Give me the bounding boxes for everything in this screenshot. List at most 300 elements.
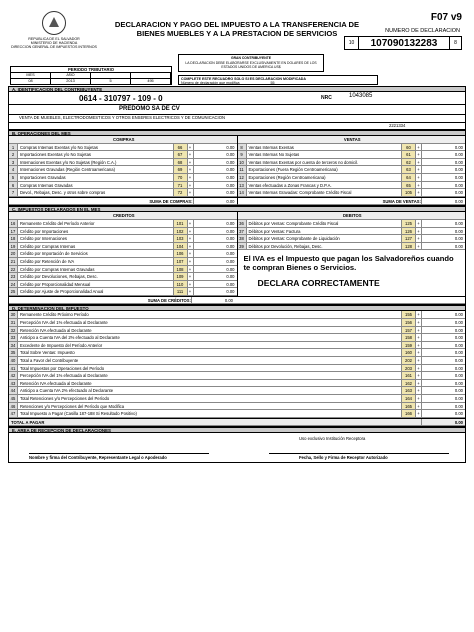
row-number: 34 <box>9 342 18 349</box>
table-row <box>9 380 465 388</box>
row-amount[interactable]: 0.00 <box>193 288 237 295</box>
declaration-prefix: 10 <box>345 37 359 49</box>
suma-compras-label: SUMA DE COMPRAS: <box>149 198 193 204</box>
row-number: 8 <box>238 144 247 151</box>
row-sign: + <box>415 319 421 326</box>
table-row <box>9 228 237 236</box>
row-amount[interactable]: 0.00 <box>421 410 465 417</box>
row-amount[interactable]: 0.00 <box>421 334 465 341</box>
table-row <box>9 319 465 327</box>
row-sign: + <box>415 334 421 341</box>
table-row <box>238 220 466 228</box>
row-code: 110 <box>173 281 187 288</box>
form-title: DECLARACION Y PAGO DEL IMPUESTO A LA TRANSFERENCIA DE BIENES MUEBLES Y A LA PRESTACION DE SERVICIOS <box>114 20 360 38</box>
row-description: Importaciones Gravadas <box>20 174 66 180</box>
row-number: 17 <box>9 228 18 235</box>
form-header <box>8 8 466 86</box>
table-row <box>9 288 237 296</box>
row-sign: + <box>415 220 421 227</box>
row-sign: + <box>415 395 421 402</box>
row-number: 23 <box>9 273 18 280</box>
divider <box>9 104 465 105</box>
period-empty-2 <box>131 73 171 78</box>
row-number: 33 <box>9 334 18 341</box>
table-row <box>9 182 237 190</box>
total-row <box>8 419 466 428</box>
compras-label: COMPRAS <box>113 137 135 142</box>
row-number: 38 <box>238 235 247 242</box>
row-description: Crédito por Devoluciones, Rebajas, Desc. <box>20 274 98 280</box>
row-sign: + <box>415 403 421 410</box>
economic-activity[interactable]: VENTA DE MUEBLES, ELECTRODOMESTICOS Y OTROS ENSERES ELECTRICOS Y DE COMUNICACION <box>19 115 226 120</box>
row-number: 10 <box>238 159 247 166</box>
compras-header <box>9 136 237 144</box>
section-b-band: B. OPERACIONES DEL MES <box>8 130 466 136</box>
row-code: 127 <box>401 235 415 242</box>
total-label: TOTAL A PAGAR <box>11 419 45 425</box>
row-sign: + <box>187 281 193 288</box>
row-number: 14 <box>238 189 247 196</box>
row-amount[interactable]: 0.00 <box>421 144 465 151</box>
table-row <box>238 166 466 174</box>
row-sign: + <box>415 327 421 334</box>
row-code: 62 <box>401 159 415 166</box>
suma-compras-value: 0.00 <box>193 198 237 205</box>
row-code: 159 <box>401 342 415 349</box>
section-e-band: E. AREA DE RECEPCION DE DECLARACIONES <box>8 427 466 433</box>
row-number: 43 <box>9 380 18 387</box>
row-description: Compras Internas Exentas y/o No Sujetas <box>20 144 98 150</box>
row-amount[interactable]: 0.00 <box>421 189 465 196</box>
declaration-number-label: NUMERO DE DECLARACION <box>385 28 460 34</box>
row-amount[interactable]: 0.00 <box>193 189 237 196</box>
row-sign: + <box>415 228 421 235</box>
row-code: 202 <box>401 357 415 364</box>
table-row <box>9 403 465 411</box>
row-number: 7 <box>9 189 18 196</box>
modification-field-label: Número de declaración que modifica <box>181 81 240 85</box>
row-description: Crédito por Importaciones <box>20 228 69 234</box>
row-sign: + <box>187 266 193 273</box>
row-code: 165 <box>401 403 415 410</box>
row-number: 18 <box>9 235 18 242</box>
debitos-column <box>237 212 466 296</box>
row-description: Crédito por Retención de IVA <box>20 258 75 264</box>
row-description: Compras Internas Gravadas <box>20 182 73 188</box>
row-amount[interactable]: 0.00 <box>421 327 465 334</box>
row-code: 63 <box>401 166 415 173</box>
row-amount[interactable]: 0.00 <box>421 395 465 402</box>
row-code: 72 <box>173 189 187 196</box>
row-description: Total Impuestos por Operaciones del Período <box>20 365 105 371</box>
section-d-band: D. DETERMINACION DEL IMPUESTO <box>8 305 466 311</box>
table-row <box>9 266 237 274</box>
table-row <box>9 387 465 395</box>
row-description: Total a Favor del Contribuyente <box>20 358 79 364</box>
row-sign: + <box>415 166 421 173</box>
modification-value[interactable]: 55 <box>270 81 275 85</box>
row-number: 3 <box>9 159 18 166</box>
row-code: 66 <box>173 144 187 151</box>
row-amount[interactable]: 0.00 <box>193 250 237 257</box>
row-sign: + <box>187 258 193 265</box>
row-sign: + <box>415 159 421 166</box>
taxpayer-signature-label: Nombre y firma del Contribuyente, Representante Legal o Apoderado <box>29 455 167 461</box>
row-description: Ventas efectuadas a Zonas Francas y D.P.A. <box>248 182 332 188</box>
row-description: Total Sobre Ventas: Impuesto <box>20 350 75 356</box>
debitos-label: DEBITOS <box>342 213 362 219</box>
row-sign: + <box>187 144 193 151</box>
row-code: 70 <box>173 174 187 181</box>
row-number: 30 <box>9 311 18 318</box>
row-description: Crédito por Compras Internas <box>20 243 76 249</box>
table-row <box>9 311 465 319</box>
row-amount[interactable]: 0.00 <box>421 365 465 372</box>
section-a-band: A. IDENTIFICACION DEL CONTRIBUYENTE <box>8 86 466 92</box>
row-number: 31 <box>9 319 18 326</box>
table-row <box>9 365 465 373</box>
row-sign: + <box>187 166 193 173</box>
iva-note: El IVA es el Impuesto que pagan los Salvadoreños cuando te compran Bienes o Servicios. <box>243 254 454 273</box>
row-code: 109 <box>173 273 187 280</box>
declaration-number-box <box>344 36 462 50</box>
row-amount[interactable]: 0.00 <box>193 182 237 189</box>
suma-ventas-row <box>237 198 466 206</box>
row-description: Crédito por Proporcionalidad Mensual <box>20 281 91 287</box>
spacer <box>235 297 465 304</box>
row-sign: + <box>415 311 421 318</box>
row-amount[interactable]: 0.00 <box>193 159 237 166</box>
row-number: 36 <box>238 220 247 227</box>
creditos-label: CREDITOS <box>112 213 135 219</box>
table-row <box>9 342 465 350</box>
row-amount[interactable]: 0.00 <box>421 311 465 318</box>
ventas-label: VENTAS <box>343 137 361 142</box>
row-amount[interactable]: 0.00 <box>421 174 465 181</box>
row-code: 157 <box>401 327 415 334</box>
row-number: 16 <box>9 220 18 227</box>
row-number: 40 <box>9 357 18 364</box>
row-code: 125 <box>401 220 415 227</box>
row-number: 47 <box>9 410 18 417</box>
period-month[interactable]: 08 <box>11 79 51 84</box>
row-amount[interactable]: 0.00 <box>421 387 465 394</box>
row-code: 105 <box>401 189 415 196</box>
suma-creditos <box>9 297 465 305</box>
row-amount[interactable]: 0.00 <box>421 319 465 326</box>
row-description: Débitos por Ventas: Comprobante Crédito Fiscal <box>248 220 339 226</box>
ministry-logo <box>10 11 98 50</box>
period-empty-1 <box>91 73 131 78</box>
row-amount[interactable]: 0.00 <box>193 166 237 173</box>
total-value[interactable]: 0.00 <box>421 419 465 426</box>
row-amount[interactable]: 0.00 <box>421 166 465 173</box>
row-code: 108 <box>173 266 187 273</box>
suma-creditos-value: 0.00 <box>191 297 235 304</box>
row-number: 44 <box>9 387 18 394</box>
signature-line-right <box>269 453 449 454</box>
row-amount[interactable]: 0.00 <box>421 372 465 379</box>
suma-ventas-label: SUMA DE VENTAS: <box>382 198 421 204</box>
row-amount[interactable]: 0.00 <box>193 144 237 151</box>
row-code: 65 <box>401 182 415 189</box>
row-code: 156 <box>401 319 415 326</box>
row-code: 101 <box>173 220 187 227</box>
row-amount[interactable]: 0.00 <box>421 403 465 410</box>
row-sign: + <box>415 189 421 196</box>
row-amount[interactable]: 0.00 <box>421 228 465 235</box>
row-sign: + <box>415 243 421 250</box>
receptor-signature-label: Fecha, Sello y Firma de Receptor Autorizado <box>299 455 388 461</box>
nit-value[interactable]: 0614 - 310797 - 109 - 0 <box>79 94 163 103</box>
row-code: 160 <box>401 349 415 356</box>
row-description: Débitos por Ventas: Factura <box>248 228 301 234</box>
table-row <box>9 189 237 197</box>
table-row <box>9 327 465 335</box>
row-number: 32 <box>9 327 18 334</box>
notice-text: LA DECLARACION DEBE ELABORARSE EXCLUSIVAMENTE EN DOLARES DE LOS ESTADOS UNIDOS DE AMERICA US$ <box>185 60 317 70</box>
debitos-list <box>238 212 466 250</box>
table-row <box>9 395 465 403</box>
row-number: 20 <box>9 250 18 257</box>
suma-creditos-label: SUMA DE CRÉDITOS: <box>147 297 191 303</box>
row-number: 1 <box>9 144 18 151</box>
total-a-pagar <box>9 419 465 427</box>
form-id: F07 v9 <box>430 12 462 23</box>
row-amount[interactable]: 0.00 <box>421 349 465 356</box>
row-code: 161 <box>401 372 415 379</box>
row-number: 4 <box>9 166 18 173</box>
creditos-column <box>9 212 237 296</box>
row-code: 155 <box>401 311 415 318</box>
row-description: Retenciones y/o Percepciones del Período que Modifica <box>20 403 125 409</box>
table-row <box>238 182 466 190</box>
row-sign: + <box>415 174 421 181</box>
section-d <box>8 311 466 418</box>
telephone[interactable]: 2221334 <box>389 123 406 128</box>
row-sign: + <box>415 357 421 364</box>
row-description: Importaciones Exentas y/o No Sujetas <box>20 152 91 158</box>
table-row <box>9 159 237 167</box>
row-amount[interactable]: 0.00 <box>421 151 465 158</box>
nrc-value[interactable]: 1043085 <box>349 93 373 99</box>
row-code: 158 <box>401 334 415 341</box>
period-values <box>11 79 171 85</box>
row-number: 37 <box>238 228 247 235</box>
row-amount[interactable]: 0.00 <box>193 174 237 181</box>
row-code: 71 <box>173 182 187 189</box>
row-number: 12 <box>238 174 247 181</box>
row-description: Crédito por Importación de Servicios <box>20 251 88 257</box>
row-amount[interactable]: 0.00 <box>421 380 465 387</box>
ventas-column <box>237 136 466 197</box>
period-year-header: AÑO <box>51 73 91 78</box>
org-line-3: DIRECCION GENERAL DE IMPUESTOS INTERNOS <box>11 45 97 50</box>
table-row <box>9 258 237 266</box>
row-amount[interactable]: 0.00 <box>421 235 465 242</box>
section-b-totals <box>8 198 466 207</box>
org-line-1: REPUBLICA DE EL SALVADOR <box>28 37 80 41</box>
ventas-header <box>238 136 466 144</box>
row-number: 45 <box>9 395 18 402</box>
row-description: Devol., Rebajas, Desc. y otros sobre compras <box>20 190 106 196</box>
nrc-label: NRC <box>321 95 332 101</box>
row-description: Exportaciones (Fuera Región Centroamericana) <box>248 167 338 173</box>
row-sign: + <box>187 235 193 242</box>
row-code: 126 <box>401 228 415 235</box>
suma-creditos-row <box>8 297 466 306</box>
row-description: Ventas Internas Exentas <box>248 144 294 150</box>
row-amount[interactable]: 0.00 <box>193 220 237 227</box>
row-number: 25 <box>9 288 18 295</box>
signature-area <box>8 433 466 463</box>
row-sign: + <box>415 372 421 379</box>
table-row <box>238 243 466 251</box>
row-code: 60 <box>401 144 415 151</box>
row-description: Remanente Crédito del Período Anterior <box>20 220 95 226</box>
table-row <box>9 235 237 243</box>
row-code: 111 <box>173 288 187 295</box>
row-sign: + <box>415 380 421 387</box>
row-sign: + <box>187 288 193 295</box>
row-number: 13 <box>238 182 247 189</box>
row-amount[interactable]: 0.00 <box>421 220 465 227</box>
row-description: Remanente Crédito Próximo Período <box>20 312 89 318</box>
row-description: Internaciones Gravadas (Región Centroamericana) <box>20 167 115 173</box>
row-sign: + <box>415 235 421 242</box>
row-amount[interactable]: 0.00 <box>193 228 237 235</box>
taxpayer-name[interactable]: PREDOMO SA DE CV <box>119 106 180 112</box>
declaration-number: 107090132283 <box>370 37 438 49</box>
row-amount[interactable]: 0.00 <box>193 281 237 288</box>
table-row <box>9 349 465 357</box>
row-sign: + <box>187 151 193 158</box>
row-sign: + <box>187 250 193 257</box>
row-description: Débitos por Ventas: Comprobante de Liquidación <box>248 236 340 242</box>
row-number: 42 <box>9 372 18 379</box>
suma-compras-row <box>9 198 237 206</box>
row-number: 22 <box>9 266 18 273</box>
table-row <box>238 235 466 243</box>
row-description: Ventas Internas Gravadas: Comprobante Crédito Fiscal <box>248 190 352 196</box>
row-amount[interactable]: 0.00 <box>193 243 237 250</box>
table-row <box>9 174 237 182</box>
receptor-label: Uso exclusivo Institución Receptora <box>299 436 366 442</box>
row-code: 164 <box>401 395 415 402</box>
period-title: PERIODO TRIBUTARIO <box>11 67 171 73</box>
period-field-4[interactable]: 495 <box>131 79 171 84</box>
table-row <box>238 174 466 182</box>
table-row <box>9 410 465 418</box>
row-amount[interactable]: 0.00 <box>193 273 237 280</box>
row-code: 103 <box>173 235 187 242</box>
table-row <box>238 151 466 159</box>
table-row <box>238 228 466 236</box>
row-description: Total Retenciones y/o Percepciones del Período <box>20 396 110 401</box>
row-code: 68 <box>173 159 187 166</box>
row-code: 61 <box>401 151 415 158</box>
section-c-band: C. IMPUESTOS DECLARADOS EN EL MES <box>8 206 466 212</box>
table-row <box>9 151 237 159</box>
table-row <box>9 273 237 281</box>
org-line-2: MINISTERIO DE HACIENDA <box>30 41 78 46</box>
row-description: Retención IVA efectuada al Declarante <box>20 380 92 386</box>
row-sign: + <box>187 243 193 250</box>
modification-box <box>178 75 378 85</box>
row-description: Percepción IVA del 1% efectuada al Declarante <box>20 373 108 379</box>
row-amount[interactable]: 0.00 <box>421 159 465 166</box>
row-description: Exportaciones (Región Centroamericana) <box>248 174 326 180</box>
table-row <box>9 372 465 380</box>
row-description: Anticipo a Cuenta IVA 2% efectuado al Declarante <box>20 388 114 394</box>
row-code: 128 <box>401 243 415 250</box>
declaration-check-digit: 8 <box>449 37 461 49</box>
period-year[interactable]: 2013 <box>51 79 91 84</box>
table-row <box>9 357 465 365</box>
signature-line-left <box>29 453 209 454</box>
section-b <box>8 136 466 198</box>
row-code: 102 <box>173 228 187 235</box>
row-description: Internaciones Exentas y/o No Sujetas (Región C.A.) <box>20 159 117 165</box>
row-description: Crédito por Ajuste de Proporcionalidad Anual <box>20 289 104 295</box>
modification-title: COMPLETE ESTE RECUADRO SOLO SI ES DECLARACION MODIFICADA <box>181 77 306 81</box>
row-sign: + <box>187 182 193 189</box>
row-amount[interactable]: 0.00 <box>421 182 465 189</box>
row-sign: + <box>415 365 421 372</box>
period-field-3[interactable]: 5 <box>91 79 131 84</box>
section-a <box>8 92 466 130</box>
row-amount[interactable]: 0.00 <box>421 342 465 349</box>
row-amount[interactable]: 0.00 <box>193 266 237 273</box>
row-amount[interactable]: 0.00 <box>193 151 237 158</box>
row-code: 162 <box>401 380 415 387</box>
notice-title: GRAN CONTRIBUYENTE <box>230 56 272 60</box>
table-row <box>9 166 237 174</box>
row-amount[interactable]: 0.00 <box>421 243 465 250</box>
currency-notice <box>178 54 324 72</box>
table-row <box>9 220 237 228</box>
row-sign: + <box>187 273 193 280</box>
row-number: 11 <box>238 166 247 173</box>
row-code: 107 <box>173 258 187 265</box>
compras-column <box>9 136 237 197</box>
suma-ventas-value: 0.00 <box>421 198 465 205</box>
creditos-header <box>9 212 237 220</box>
period-month-header: MES <box>11 73 51 78</box>
row-number: 9 <box>238 151 247 158</box>
row-code: 64 <box>401 174 415 181</box>
row-number: 41 <box>9 365 18 372</box>
row-sign: + <box>415 151 421 158</box>
row-sign: + <box>415 349 421 356</box>
section-c <box>8 212 466 297</box>
row-sign: + <box>187 174 193 181</box>
table-row <box>9 334 465 342</box>
row-description: Débitos por Devolución, Rebajas, Desc. <box>248 243 323 249</box>
row-sign: + <box>415 144 421 151</box>
row-code: 104 <box>173 243 187 250</box>
row-number: 6 <box>9 182 18 189</box>
row-description: Total Impuesto a Pagar (Casilla 187-188 Si Resultado Positivo) <box>20 411 137 417</box>
tax-period <box>10 66 172 85</box>
row-description: Crédito por Internaciones <box>20 236 68 242</box>
debitos-header <box>238 212 466 220</box>
row-code: 163 <box>401 387 415 394</box>
row-amount[interactable]: 0.00 <box>421 357 465 364</box>
row-amount[interactable]: 0.00 <box>193 235 237 242</box>
row-description: Percepción IVA del 1% efectuada al Declarante <box>20 320 108 326</box>
row-amount[interactable]: 0.00 <box>193 258 237 265</box>
